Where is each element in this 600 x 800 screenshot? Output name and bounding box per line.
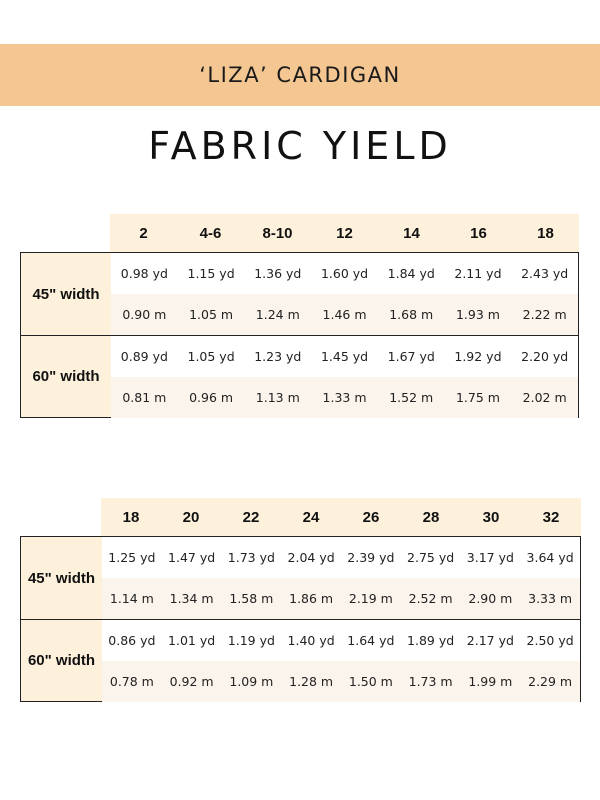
pattern-name-banner: [0, 44, 600, 106]
meters-cell: 1.05 m: [189, 307, 234, 322]
meters-cell: 2.02 m: [522, 390, 567, 405]
fabric-width-label: 45" width: [21, 537, 102, 619]
fabric-width-group: [21, 335, 578, 417]
meters-cell: 2.52 m: [408, 591, 453, 606]
yardage-cell: 1.01 yd: [168, 633, 216, 648]
yardage-cell: 1.84 yd: [387, 266, 435, 281]
meters-cell: 1.86 m: [289, 591, 334, 606]
meters-cell: 1.75 m: [455, 390, 500, 405]
meters-cell: 1.52 m: [389, 390, 434, 405]
size-header-cell: 24: [302, 508, 320, 526]
yield-table-body: [20, 536, 581, 702]
yardage-cell: 2.11 yd: [454, 266, 502, 281]
yardage-cell: 1.64 yd: [347, 633, 395, 648]
yardage-cell: 2.50 yd: [526, 633, 574, 648]
yardage-row: [111, 336, 578, 377]
size-header-cell: 32: [542, 508, 560, 526]
fabric-width-label: 60" width: [21, 620, 102, 701]
size-header-cell: 26: [362, 508, 380, 526]
size-header-cell: 8-10: [262, 224, 293, 242]
meters-row: [111, 294, 578, 335]
meters-cell: 1.46 m: [322, 307, 367, 322]
meters-cell: 1.99 m: [468, 674, 513, 689]
yardage-cell: 0.86 yd: [108, 633, 156, 648]
meters-cell: 2.29 m: [528, 674, 573, 689]
meters-cell: 0.90 m: [122, 307, 167, 322]
fabric-width-group: [21, 619, 580, 701]
yardage-cell: 1.23 yd: [254, 349, 302, 364]
pattern-name: ‘LIZA’ CARDIGAN: [199, 63, 401, 87]
yardage-cell: 1.60 yd: [320, 266, 369, 281]
fabric-width-label: 45" width: [21, 253, 111, 335]
yardage-cell: 1.89 yd: [407, 633, 455, 648]
meters-cell: 0.96 m: [189, 390, 234, 405]
size-header-cell: 28: [422, 508, 440, 526]
yardage-cell: 3.17 yd: [466, 550, 514, 565]
meters-cell: 1.50 m: [348, 674, 393, 689]
meters-row: [102, 661, 580, 702]
yardage-cell: 1.19 yd: [227, 633, 275, 648]
meters-cell: 1.93 m: [455, 307, 500, 322]
meters-cell: 2.22 m: [522, 307, 567, 322]
yardage-cell: 1.73 yd: [227, 550, 275, 565]
yardage-row: [102, 620, 580, 661]
size-header-cell: 14: [403, 224, 420, 242]
meters-row: [111, 377, 578, 418]
yardage-row: [111, 253, 578, 294]
yardage-cell: 3.64 yd: [526, 550, 574, 565]
page-title: FABRIC YIELD: [148, 124, 452, 168]
size-header-cell: 18: [537, 224, 554, 242]
yardage-cell: 2.75 yd: [407, 550, 455, 565]
size-header-cell: 12: [336, 224, 353, 242]
yardage-cell: 1.15 yd: [187, 266, 235, 281]
yardage-cell: 0.98 yd: [120, 266, 168, 281]
size-header-cell: 16: [470, 224, 487, 242]
yield-table-body: [20, 252, 579, 418]
meters-cell: 0.92 m: [169, 674, 214, 689]
meters-cell: 1.73 m: [408, 674, 453, 689]
yardage-cell: 2.43 yd: [521, 266, 569, 281]
size-header-row: [110, 214, 579, 252]
yardage-cell: 2.04 yd: [287, 550, 335, 565]
meters-cell: 1.09 m: [229, 674, 274, 689]
meters-cell: 0.81 m: [122, 390, 167, 405]
fabric-width-group: [21, 253, 578, 335]
yardage-cell: 1.05 yd: [187, 349, 235, 364]
yardage-cell: 2.17 yd: [466, 633, 514, 648]
meters-cell: 2.90 m: [468, 591, 513, 606]
yardage-cell: 1.47 yd: [168, 550, 216, 565]
yardage-cell: 0.89 yd: [120, 349, 168, 364]
size-header-cell: 30: [482, 508, 500, 526]
meters-cell: 0.78 m: [109, 674, 154, 689]
yardage-cell: 1.40 yd: [287, 633, 335, 648]
meters-cell: 1.34 m: [169, 591, 214, 606]
size-header-cell: 18: [122, 508, 140, 526]
size-header-cell: 22: [242, 508, 260, 526]
yardage-cell: 1.25 yd: [108, 550, 156, 565]
size-header-row: [101, 498, 581, 536]
meters-row: [102, 578, 580, 619]
meters-cell: 1.58 m: [229, 591, 274, 606]
meters-cell: 3.33 m: [528, 591, 573, 606]
yardage-cell: 2.39 yd: [347, 550, 395, 565]
meters-cell: 2.19 m: [348, 591, 393, 606]
yardage-row: [102, 537, 580, 578]
yardage-cell: 2.20 yd: [521, 349, 569, 364]
size-header-cell: 2: [139, 224, 148, 242]
meters-cell: 1.68 m: [389, 307, 434, 322]
meters-cell: 1.14 m: [109, 591, 154, 606]
yardage-cell: 1.36 yd: [254, 266, 302, 281]
meters-cell: 1.13 m: [255, 390, 300, 405]
fabric-width-group: [21, 537, 580, 619]
meters-cell: 1.24 m: [255, 307, 300, 322]
meters-cell: 1.33 m: [322, 390, 367, 405]
fabric-width-label: 60" width: [21, 336, 111, 417]
size-header-cell: 20: [182, 508, 200, 526]
yardage-cell: 1.67 yd: [387, 349, 435, 364]
yardage-cell: 1.92 yd: [454, 349, 502, 364]
yardage-cell: 1.45 yd: [320, 349, 369, 364]
size-header-cell: 4-6: [199, 224, 222, 242]
meters-cell: 1.28 m: [289, 674, 334, 689]
